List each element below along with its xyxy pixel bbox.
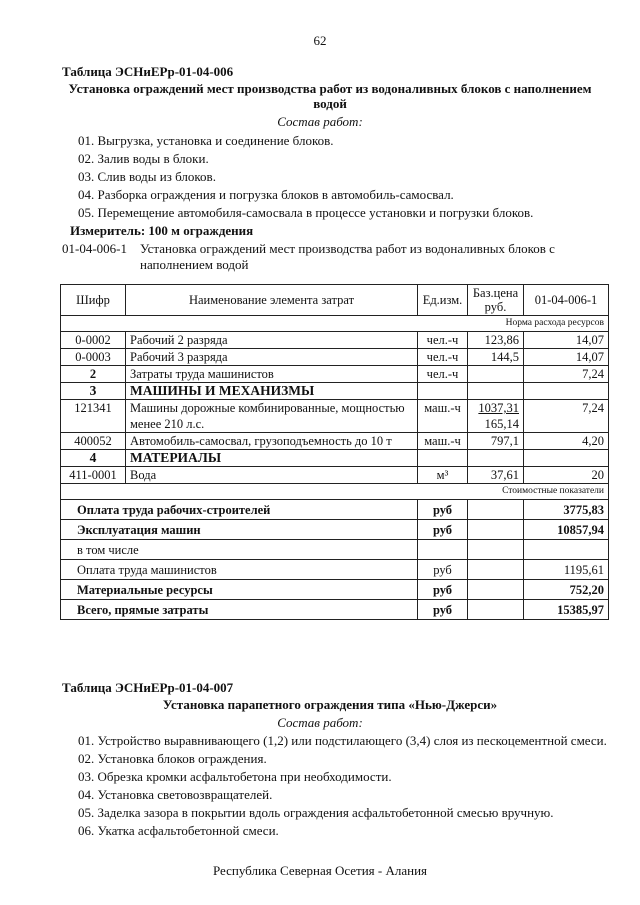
cost-unit: руб bbox=[418, 580, 468, 600]
row-unit: м³ bbox=[418, 467, 468, 484]
row-name: Автомобиль-самосвал, грузоподъемность до 10 т bbox=[126, 433, 418, 450]
cost-name: Эксплуатация машин bbox=[61, 520, 418, 540]
row-unit: маш.-ч bbox=[418, 433, 468, 450]
table-row bbox=[61, 467, 609, 484]
resource-table bbox=[60, 284, 609, 620]
row-price bbox=[468, 366, 524, 383]
row-name: Затраты труда машинистов bbox=[126, 366, 418, 383]
row-unit: маш.-ч bbox=[418, 400, 468, 433]
row-qty: 7,24 bbox=[524, 366, 609, 383]
cost-row bbox=[61, 520, 609, 540]
header-price: Баз.цена руб. bbox=[468, 285, 524, 316]
row-price: 1037,31 bbox=[478, 401, 519, 415]
cost-name: Материальные ресурсы bbox=[61, 580, 418, 600]
cost-row bbox=[61, 560, 609, 580]
row-name: Вода bbox=[126, 467, 418, 484]
table1-title: Установка ограждений мест производства работ из водоналивных блоков с наполнением водой bbox=[68, 81, 592, 111]
row-code: 121341 bbox=[61, 400, 126, 433]
row-price-secondary: 165,14 bbox=[484, 417, 519, 431]
cost-value: 15385,97 bbox=[524, 600, 609, 620]
header-code: Шифр bbox=[61, 285, 126, 316]
row-qty: 7,24 bbox=[524, 400, 609, 433]
row-unit: чел.-ч bbox=[418, 349, 468, 366]
table-header-row bbox=[61, 285, 609, 316]
table1-step: 05. Перемещение автомобиля-самосвала в процессе установки и погрузки блоков. bbox=[78, 205, 534, 220]
row-price-cell bbox=[468, 400, 524, 433]
cost-value: 1195,61 bbox=[524, 560, 609, 580]
row-code: 0-0003 bbox=[61, 349, 126, 366]
cost-unit: руб bbox=[418, 560, 468, 580]
row-name: Рабочий 2 разряда bbox=[126, 332, 418, 349]
cost-value: 3775,83 bbox=[524, 500, 609, 520]
cost-name: в том числе bbox=[61, 540, 418, 560]
table2-step: 03. Обрезка кромки асфальтобетона при необходимости. bbox=[78, 769, 392, 784]
row-code: 2 bbox=[61, 366, 126, 383]
table2-composition-label: Состав работ: bbox=[277, 715, 363, 730]
row-name: Машины дорожные комбинированные, мощностью менее 210 л.с. bbox=[126, 400, 418, 433]
table2-name: Таблица ЭСНиЕРр-01-04-007 bbox=[62, 680, 234, 695]
row-code: 400052 bbox=[61, 433, 126, 450]
row-code: 0-0002 bbox=[61, 332, 126, 349]
cost-unit: руб bbox=[418, 600, 468, 620]
cost-name: Оплата труда машинистов bbox=[61, 560, 418, 580]
header-unit: Ед.изм. bbox=[418, 285, 468, 316]
table1-name: Таблица ЭСНиЕРр-01-04-006 bbox=[62, 64, 234, 79]
row-qty: 14,07 bbox=[524, 349, 609, 366]
row-price: 123,86 bbox=[468, 332, 524, 349]
section-code: 4 bbox=[61, 450, 126, 467]
row-qty: 4,20 bbox=[524, 433, 609, 450]
table1-row-code: 01-04-006-1 bbox=[62, 241, 127, 256]
row-qty: 20 bbox=[524, 467, 609, 484]
cost-row bbox=[61, 600, 609, 620]
table2-step: 06. Укатка асфальтобетонной смеси. bbox=[78, 823, 279, 838]
cost-row bbox=[61, 580, 609, 600]
table2-step: 02. Установка блоков ограждения. bbox=[78, 751, 267, 766]
cost-name: Всего, прямые затраты bbox=[61, 600, 418, 620]
norm-label: Норма расхода ресурсов bbox=[61, 316, 609, 332]
header-name: Наименование элемента затрат bbox=[126, 285, 418, 316]
row-unit: чел.-ч bbox=[418, 332, 468, 349]
cost-unit: руб bbox=[418, 500, 468, 520]
cost-value: 10857,94 bbox=[524, 520, 609, 540]
page-number: 62 bbox=[313, 33, 327, 48]
table-row bbox=[61, 400, 609, 433]
table-row bbox=[61, 366, 609, 383]
row-price: 797,1 bbox=[468, 433, 524, 450]
table1-step: 02. Залив воды в блоки. bbox=[78, 151, 209, 166]
table1-step: 01. Выгрузка, установка и соединение блоков. bbox=[78, 133, 334, 148]
table1-composition-label: Состав работ: bbox=[277, 114, 363, 129]
table1-step: 03. Слив воды из блоков. bbox=[78, 169, 216, 184]
header-column-code: 01-04-006-1 bbox=[524, 285, 609, 316]
table1-step: 04. Разборка ограждения и погрузка блоков в автомобиль-самосвал. bbox=[78, 187, 454, 202]
table2-step: 05. Заделка зазора в покрытии вдоль ограждения асфальтобетонной смесью вручную. bbox=[78, 805, 554, 820]
cost-name: Оплата труда рабочих-строителей bbox=[61, 500, 418, 520]
cost-label-row bbox=[61, 484, 609, 500]
row-price: 37,61 bbox=[468, 467, 524, 484]
cost-value: 752,20 bbox=[524, 580, 609, 600]
table-row bbox=[61, 433, 609, 450]
section-row bbox=[61, 450, 609, 467]
cost-row bbox=[61, 540, 609, 560]
cost-row bbox=[61, 500, 609, 520]
table1-row-description: Установка ограждений мест производства работ из водоналивных блоков с наполнением водой bbox=[140, 241, 555, 272]
row-qty: 14,07 bbox=[524, 332, 609, 349]
table-row bbox=[61, 332, 609, 349]
page-footer: Республика Северная Осетия - Алания bbox=[212, 863, 428, 878]
section-name: МАШИНЫ И МЕХАНИЗМЫ bbox=[126, 383, 418, 400]
cost-value bbox=[524, 540, 609, 560]
table1-measure: Измеритель: 100 м ограждения bbox=[70, 223, 254, 238]
section-code: 3 bbox=[61, 383, 126, 400]
cost-label: Стоимостные показатели bbox=[61, 484, 609, 500]
section-row bbox=[61, 383, 609, 400]
section-name: МАТЕРИАЛЫ bbox=[126, 450, 418, 467]
norm-label-row bbox=[61, 316, 609, 332]
cost-unit bbox=[418, 540, 468, 560]
row-unit: чел.-ч bbox=[418, 366, 468, 383]
row-name: Рабочий 3 разряда bbox=[126, 349, 418, 366]
table2-title: Установка парапетного ограждения типа «Нью-Джерси» bbox=[162, 697, 498, 712]
table2-step: 04. Установка световозвращателей. bbox=[78, 787, 273, 802]
table2-step: 01. Устройство выравнивающего (1,2) или подстилающего (3,4) слоя из пескоцементной смеси. bbox=[78, 733, 607, 748]
cost-unit: руб bbox=[418, 520, 468, 540]
row-price: 144,5 bbox=[468, 349, 524, 366]
row-code: 411-0001 bbox=[61, 467, 126, 484]
table-row bbox=[61, 349, 609, 366]
